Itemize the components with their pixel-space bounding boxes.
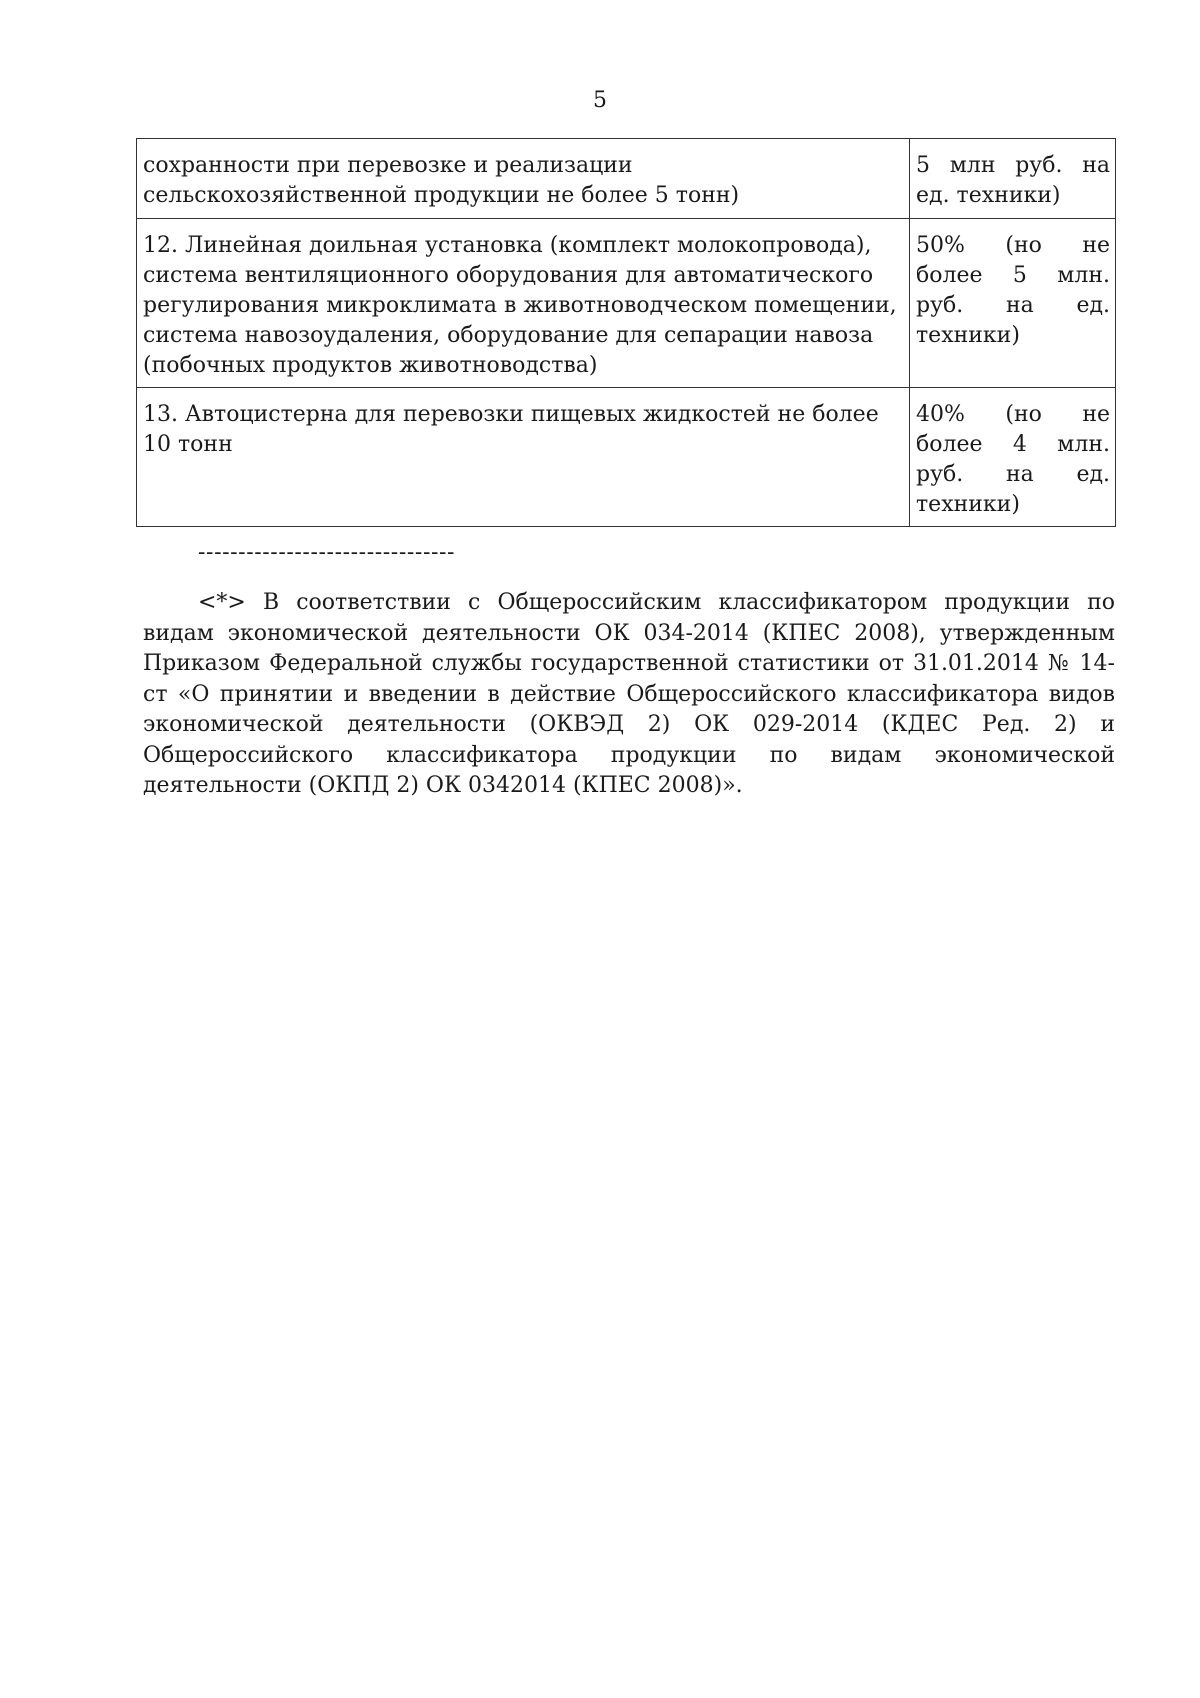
table-cell-description: 12. Линейная доильная установка (комплект молокопровода), система вентиляционного оборудования для автоматического регулирования микроклимата в животноводческом помещении, система навозоудаления, оборудование для сепарации навоза (побочных продуктов животноводства) bbox=[137, 219, 910, 388]
page-number: 5 bbox=[593, 88, 607, 113]
table-cell-value: 50% (но не более 5 млн. руб. на ед. техники) bbox=[910, 219, 1116, 388]
table-cell-description: 13. Автоцистерна для перевозки пищевых жидкостей не более 10 тонн bbox=[137, 388, 910, 527]
table-row bbox=[137, 388, 1116, 527]
subsidy-table bbox=[136, 138, 1116, 527]
footnote-separator: -------------------------------- bbox=[198, 540, 456, 565]
table-row bbox=[137, 139, 1116, 219]
table-cell-description: сохранности при перевозке и реализации сельскохозяйственной продукции не более 5 тонн) bbox=[137, 139, 910, 219]
footnote-text: <*> В соответствии с Общероссийским классификатором продукции по видам экономической деятельности ОК 034-2014 (КПЕС 2008), утвержденным Приказом Федеральной службы государственной статистики от 31.01.2014 № 14-ст «О принятии и введении в действие Общероссийского классификатора видов экономической деятельности (ОКВЭД 2) ОК 029-2014 (КДЕС Ред. 2) и Общероссийского классификатора продукции по видам экономической деятельности (ОКПД 2) ОК 0342014 (КПЕС 2008)». bbox=[143, 590, 1115, 798]
table-row bbox=[137, 219, 1116, 388]
table-cell-value: 5 млн руб. на ед. техники) bbox=[910, 139, 1116, 219]
table-cell-value: 40% (но не более 4 млн. руб. на ед. техники) bbox=[910, 388, 1116, 527]
